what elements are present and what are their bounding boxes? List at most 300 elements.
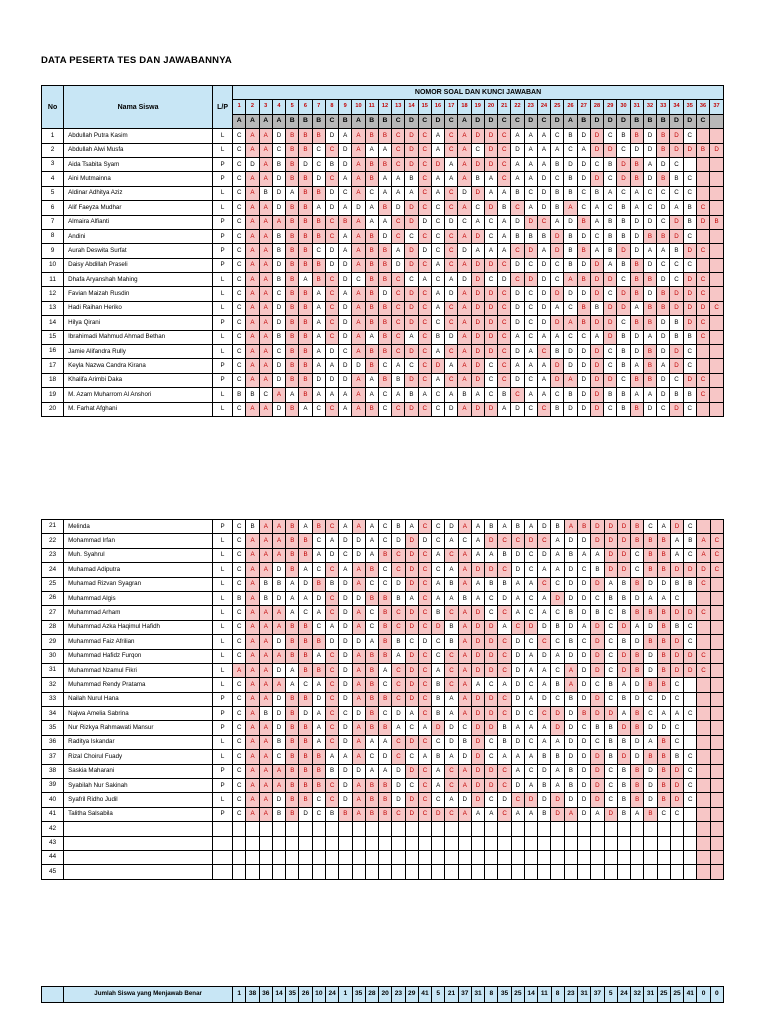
student-gender: L [212,201,232,215]
answer-cell: A [312,606,325,620]
answer-cell: C [591,678,604,692]
answer-cell [352,850,365,864]
answer-cell: D [339,143,352,157]
answer-cell: A [551,779,564,793]
answer-cell: D [591,635,604,649]
answer-cell [697,764,710,778]
answer-cell: A [538,606,551,620]
answer-cell: B [312,779,325,793]
answer-cell: D [339,620,352,634]
answer-cell: A [630,301,643,315]
answer-cell: B [511,186,524,200]
answer-cell: D [392,258,405,272]
answer-cell: C [233,330,246,344]
student-name: Muhammad Faiz Afrilian [64,635,213,649]
student-gender: P [212,215,232,229]
answer-cell: B [604,721,617,735]
answer-cell: C [551,258,564,272]
answer-cell: C [445,201,458,215]
table-row [42,707,724,721]
answer-cell [418,865,431,879]
answer-cell: D [405,201,418,215]
answer-cell: C [233,678,246,692]
answer-cell: B [286,316,299,330]
answer-cell [710,402,724,416]
answer-cell: A [485,548,498,562]
answer-cell: D [683,301,696,315]
answer-cell: A [259,258,272,272]
answer-cell: A [246,373,259,387]
answer-cell: D [405,215,418,229]
answer-cell: A [352,620,365,634]
answer-cell: D [578,606,591,620]
answer-cell [272,865,285,879]
answer-cell: A [524,663,537,677]
answer-cell [710,258,724,272]
answer-cell: C [418,591,431,605]
answer-cell: D [299,807,312,821]
answer-cell: C [445,606,458,620]
answer-cell: C [233,548,246,562]
answer-cell: B [617,735,630,749]
answer-cell [299,865,312,879]
answer-cell: D [617,620,630,634]
answer-cell: C [325,779,338,793]
answer-cell: A [511,172,524,186]
table-row [42,229,724,243]
answer-cell: B [312,186,325,200]
answer-cell: A [259,779,272,793]
answer-cell: A [445,563,458,577]
answer-cell: C [325,591,338,605]
answer-cell: C [484,215,497,229]
answer-key-cell: C [696,114,709,128]
answer-cell: A [246,301,259,315]
answer-cell: D [485,635,498,649]
answer-cell: A [352,143,365,157]
answer-cell: C [233,620,246,634]
answer-cell: D [471,563,484,577]
answer-cell: B [286,143,299,157]
answer-cell [365,836,378,850]
answer-cell [405,850,418,864]
answer-cell: A [352,129,365,143]
answer-cell: D [537,273,550,287]
answer-cell [710,850,723,864]
answer-cell: D [684,606,697,620]
answer-cell: D [339,258,352,272]
answer-cell [432,822,445,836]
answer-cell: C [644,692,657,706]
answer-cell: C [524,186,537,200]
answer-cell [259,865,272,879]
answer-cell: C [405,359,418,373]
answer-cell: D [551,287,564,301]
answer-cell: C [392,807,405,821]
answer-cell [684,865,697,879]
answer-cell [657,850,670,864]
answer-cell: B [286,520,299,534]
answer-cell [684,735,697,749]
answer-cell: B [299,359,312,373]
answer-cell [710,287,724,301]
answer-cell: D [458,244,471,258]
answer-cell: A [246,273,259,287]
answer-cell: B [379,606,392,620]
answer-cell: C [233,258,246,272]
answer-cell: A [524,157,537,171]
row-number: 7 [42,215,64,229]
answer-cell: A [590,215,603,229]
answer-cell: B [365,663,378,677]
answer-cell: B [365,807,378,821]
answer-cell: C [445,649,458,663]
answer-cell: C [538,635,551,649]
answer-cell: C [418,649,431,663]
answer-cell: D [484,143,497,157]
answer-cell: A [657,520,670,534]
answer-cell: A [432,764,445,778]
answer-cell: A [352,301,365,315]
answer-cell: B [432,606,445,620]
answer-cell [710,359,724,373]
answer-cell: B [299,258,312,272]
answer-cell: B [630,129,643,143]
answer-cell: B [299,779,312,793]
answer-cell: D [657,345,670,359]
answer-cell: D [564,721,577,735]
correct-count: 5 [432,987,445,1003]
answer-cell: A [458,779,471,793]
answer-cell: A [392,186,405,200]
student-gender: L [213,620,233,634]
answer-cell: B [325,764,338,778]
answer-cell: D [670,606,683,620]
answer-cell: A [578,620,591,634]
answer-cell: D [471,287,484,301]
table-row [42,678,724,692]
answer-cell [710,793,723,807]
answer-cell: D [643,172,656,186]
answer-cell: C [485,793,498,807]
answer-cell: A [246,215,259,229]
answer-cell: A [286,577,299,591]
answer-cell: C [537,215,550,229]
answer-cell: D [578,807,591,821]
answer-cell [418,850,431,864]
answer-cell: C [392,678,405,692]
answer-cell: C [418,707,431,721]
answer-cell: D [644,620,657,634]
answer-cell: C [564,301,577,315]
answer-cell: C [418,316,431,330]
answer-cell: D [670,345,683,359]
answer-cell [697,807,710,821]
question-number: 15 [418,100,431,114]
answer-cell: A [352,316,365,330]
answer-cell: D [272,201,285,215]
answer-cell: B [644,548,657,562]
answer-cell: A [458,520,471,534]
answer-cell: A [352,721,365,735]
answer-cell: D [670,563,683,577]
answer-cell: C [418,258,431,272]
answer-cell: A [564,520,577,534]
question-number: 31 [630,100,643,114]
answer-cell: B [312,129,325,143]
answer-cell [471,836,484,850]
answer-cell: C [392,273,405,287]
answer-cell: B [299,172,312,186]
answer-cell: D [325,186,338,200]
answer-cell: A [445,750,458,764]
table-row [42,649,724,663]
answer-cell: B [564,258,577,272]
answer-key-cell: C [537,114,550,128]
answer-cell: A [590,201,603,215]
answer-cell: A [432,663,445,677]
answer-cell: D [445,402,458,416]
answer-cell: C [432,649,445,663]
answer-cell: D [630,229,643,243]
answer-cell: A [445,172,458,186]
correct-count: 8 [485,987,498,1003]
answer-cell: B [365,779,378,793]
answer-cell: A [471,807,484,821]
answer-cell: B [644,563,657,577]
answer-cell: B [564,244,577,258]
answer-cell: B [551,157,564,171]
answer-cell: C [564,143,577,157]
answer-cell: D [511,402,524,416]
answer-cell: C [498,373,511,387]
answer-cell: D [485,534,498,548]
answer-cell: D [339,764,352,778]
row-number: 6 [42,201,64,215]
answer-cell [657,822,670,836]
answer-cell: B [299,635,312,649]
answer-cell: A [352,258,365,272]
answer-cell: A [392,721,405,735]
answer-cell [710,316,724,330]
answer-cell: A [259,215,272,229]
answer-cell: C [233,129,246,143]
answer-cell: D [352,548,365,562]
answer-cell: A [233,663,246,677]
answer-cell: B [365,273,378,287]
question-number: 37 [710,100,724,114]
answer-cell: A [365,143,378,157]
answer-cell: C [445,345,458,359]
answer-cell [498,822,511,836]
answer-cell: C [644,520,657,534]
answer-cell [418,822,431,836]
answer-cell: B [299,201,312,215]
answer-cell: D [591,577,604,591]
answer-cell: B [604,215,617,229]
answer-cell: D [657,692,670,706]
answer-cell: A [259,620,272,634]
answer-cell: D [471,707,484,721]
student-name: Andini [64,229,213,243]
answer-cell: A [644,735,657,749]
question-number: 7 [312,100,325,114]
answer-cell: B [604,750,617,764]
answer-cell: B [591,563,604,577]
answer-cell: D [405,807,418,821]
answer-cell: D [564,707,577,721]
answer-cell: B [617,201,630,215]
answer-cell: B [551,678,564,692]
answer-cell: A [325,534,338,548]
answer-cell: D [272,301,285,315]
answer-cell: A [272,606,285,620]
answer-cell: D [604,563,617,577]
answer-cell: D [485,721,498,735]
answer-cell [246,865,259,879]
correct-count: 1 [233,987,246,1003]
student-gender: L [212,388,232,402]
answer-cell: B [643,316,656,330]
answer-cell: D [272,186,285,200]
answer-cell: B [485,577,498,591]
answer-cell: B [471,172,484,186]
student-name: Hadi Raihan Heriko [64,301,213,315]
answer-cell: C [365,186,378,200]
answer-cell: B [551,620,564,634]
table-row [42,591,724,605]
answer-cell: A [246,635,259,649]
answer-cell: B [630,316,643,330]
answer-cell: C [392,750,405,764]
student-name: Mohammad Irfan [64,534,213,548]
answer-cell: C [272,750,285,764]
answer-cell: C [697,663,710,677]
answer-cell: C [578,635,591,649]
answer-cell: B [644,534,657,548]
answer-cell [697,865,710,879]
answer-cell: A [312,330,325,344]
answer-cell: A [259,548,272,562]
answer-cell: A [524,172,537,186]
answer-cell: D [471,663,484,677]
answer-cell: A [471,548,484,562]
answer-cell: A [458,359,471,373]
answer-cell: D [551,316,564,330]
answer-cell: C [551,577,564,591]
answer-cell [697,793,710,807]
table-row [42,359,724,373]
answer-cell: D [644,663,657,677]
correct-count: 23 [564,987,577,1003]
answer-cell: B [299,143,312,157]
table-row [42,402,724,416]
answer-cell: C [379,563,392,577]
answer-cell: B [312,520,325,534]
answer-cell: A [392,359,405,373]
answer-cell [352,865,365,879]
answer-cell: A [537,330,550,344]
answer-cell: D [578,793,591,807]
answer-cell: A [458,345,471,359]
answer-cell: B [286,793,299,807]
answer-cell: C [233,520,246,534]
answer-cell: A [578,548,591,562]
answer-cell: B [378,345,391,359]
answer-cell: B [286,807,299,821]
answer-cell: B [233,591,246,605]
answer-cell: D [551,707,564,721]
answer-cell: B [286,273,299,287]
answer-cell: A [458,129,471,143]
answer-cell [538,836,551,850]
answer-cell: D [577,388,590,402]
answer-cell: D [485,692,498,706]
answer-cell: D [537,316,550,330]
answer-cell: D [484,345,497,359]
correct-count: 35 [286,987,299,1003]
answer-cell: C [312,534,325,548]
answer-cell: C [617,316,630,330]
table-row [42,692,724,706]
student-name: Aldinar Adhitya Aziz [64,186,213,200]
answer-cell: D [484,129,497,143]
answer-cell: C [485,750,498,764]
answer-cell: C [683,172,696,186]
answer-cell: D [644,779,657,793]
question-number: 24 [537,100,550,114]
answer-cell: D [564,402,577,416]
answer-cell: D [445,330,458,344]
answer-cell: B [272,273,285,287]
answer-cell: A [564,678,577,692]
answer-cell [379,865,392,879]
answer-cell: C [405,635,418,649]
student-gender: P [213,807,233,821]
answer-key-cell: C [418,114,431,128]
answer-cell [710,577,723,591]
answer-key-cell: C [392,114,405,128]
answer-cell: D [378,229,391,243]
student-name [64,822,213,836]
table-row [42,865,724,879]
answer-cell: D [432,807,445,821]
answer-cell: D [325,201,338,215]
answer-cell: B [286,301,299,315]
answer-cell: A [352,287,365,301]
answer-cell: C [498,301,511,315]
answer-cell: A [524,750,537,764]
answer-cell: D [471,258,484,272]
answer-cell: D [511,563,524,577]
answer-cell: A [445,157,458,171]
answer-cell: B [617,345,630,359]
answer-cell: C [233,577,246,591]
answer-cell: C [604,779,617,793]
student-name: M. Farhat Afghani [64,402,213,416]
answer-cell: D [577,172,590,186]
answer-cell: A [524,692,537,706]
answer-cell: B [312,273,325,287]
answer-cell: C [233,606,246,620]
answer-cell: C [657,258,670,272]
answer-cell: A [445,534,458,548]
student-name: Muhamad Rizvan Syagran [64,577,213,591]
answer-cell: C [683,345,696,359]
answer-cell: C [418,548,431,562]
answer-cell: B [312,577,325,591]
answer-cell [710,836,723,850]
